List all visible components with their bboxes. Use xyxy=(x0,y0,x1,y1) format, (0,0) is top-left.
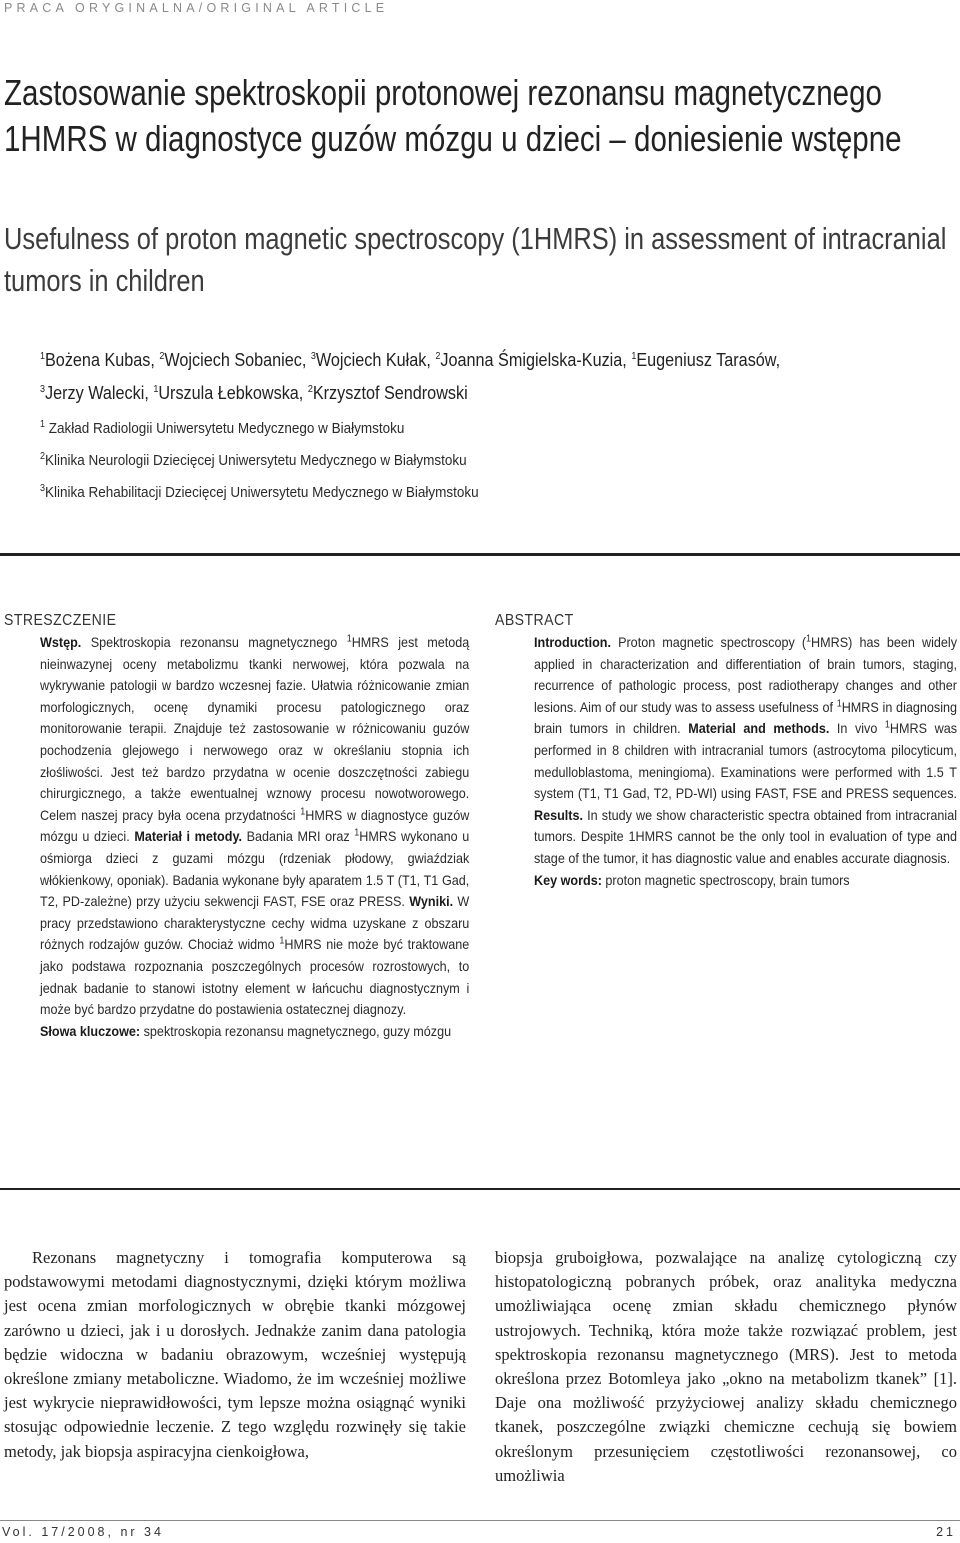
author-list xyxy=(40,344,960,410)
abstract-divider xyxy=(0,1188,960,1190)
body-column-left: Rezonans magnetyczny i tomografia komputerowa są podstawowymi metodami diagnostycznymi, dzięki którym możliwa jest ocena zmian morfologicznych w obrębie tkanki mózgowej zarówno u dzieci, jak i u dorosłych. Jednakże zanim dana patologia będzie widoczna w badaniu obrazowym, wcześniej występują określone zmiany metaboliczne. Wiadomo, że im wcześniej możliwe jest wykrycie nieprawidłowości, tym lepsze można osiągnąć wyniki stosując odpowiednie leczenie. Z tego względu rozwinęły się takie metody, jak biopsja aspiracyjna cienkoigłowa, xyxy=(4,1248,466,1461)
streszczenie-heading: STRESZCZENIE xyxy=(4,612,117,629)
journal-volume: Vol. 17/2008, nr 34 xyxy=(2,1525,164,1539)
author: $^1$Urszula Łebkowska, xyxy=(153,383,304,403)
author: $^3$Wojciech Kułak, xyxy=(310,350,431,370)
affiliation: $^1$ Zakład Radiologii Uniwersytetu Medycznego w Białymstoku xyxy=(40,419,405,437)
title-polish-line-2: 1HMRS w diagnostyce guzów mózgu u dzieci – doniesienie wstępne xyxy=(4,118,902,159)
affiliation: $^2$Klinika Neurologii Dziecięcej Uniwersytetu Medycznego w Białymstoku xyxy=(40,451,467,469)
author: $^2$Krzysztof Sendrowski xyxy=(307,383,468,403)
keywords-label: Słowa kluczowe: xyxy=(40,1022,141,1039)
page-number: 21 xyxy=(936,1525,956,1539)
title-english-line-1: Usefulness of proton magnetic spectroscopy (1HMRS) in assessment of intracranial xyxy=(4,221,947,256)
body-column-right: biopsja gruboigłowa, pozwalające na analizę cytologiczną czy histopatologiczną pobranych próbek, oraz analityka medyczna umożliwiająca ocenę zmian składu chemicznego płynów ustrojowych. Techniką, która może także rozwiązać problem, jest spektroskopia rezonansu magnetycznego (MRS). Jest to metoda określona przez Botomleya jako „okno na metabolizm tkanek” [1]. Daje ona możliwość przyżyciowej analizy składu chemicznego tkanek, poszczególne związki chemiczne cechują się bowiem określonym przesunięciem częstotliwości rezonansowej, co umożliwia xyxy=(495,1248,957,1485)
title-polish-line-1: Zastosowanie spektroskopii protonowej rezonansu magnetycznego xyxy=(4,72,882,113)
key-words: proton magnetic spectroscopy, brain tumors xyxy=(601,871,850,888)
title-english xyxy=(4,218,955,302)
affiliation: $^3$Klinika Rehabilitacji Dziecięcej Uniwersytetu Medycznego w Białymstoku xyxy=(40,483,479,501)
header-divider xyxy=(0,553,960,556)
author: $^3$Jerzy Walecki, xyxy=(40,383,149,403)
keywords: spektroskopia rezonansu magnetycznego, guzy mózgu xyxy=(140,1022,452,1039)
abstract-text: Introduction. Proton magnetic spectroscopy ($^1$HMRS) has been widely applied in characterization and differentiation of brain tumors, staging, recurrence of pathologic process, post radiotherapy changes and other lesions. Aim of our study was to assess usefulness of $^1$HMRS in diagnosing brain tumors in children. Material and methods. In vivo $^1$HMRS was performed in 8 children with intracranial tumors (astrocytoma pilocyticum, medulloblastoma, meningioma). Examinations were performed with 1.5 T system (T1, T1 Gad, T2, PD-WI) using FAST, FSE and PRESS sequences. Results. In study we show characteristic spectra obtained from intracranial tumors. Despite 1HMRS cannot be the only tool in evaluation of type and stage of the tumor, it has diagnostic value and enables accurate diagnosis. Key words: proton magnetic spectroscopy, brain tumors xyxy=(534,633,958,888)
section-label: PRACA ORYGINALNA/ORIGINAL ARTICLE xyxy=(4,1,389,15)
streszczenie-text: Wstęp. Spektroskopia rezonansu magnetycznego $^1$HMRS jest metodą nieinwazynej oceny metabolizmu tkanki nerwowej, która pozwala na wykrywanie patologii w bardzo wczesnej fazie. Ułatwia różnicowanie zmian morfologicznych, ocenę dynamiki procesu patologicznego oraz monitorowanie terapii. Znajduje też zastosowanie w różnicowaniu guzów pochodzenia glejowego i nerwowego oraz w określaniu stopnia ich złośliwości. Jest też bardzo przydatna w ocenie doszczętności zabiegu chirurgicznego, a także ewentualnej wznowy procesu nowotworowego. Celem naszej pracy była ocena przydatności $^1$HMRS w diagnostyce guzów mózgu u dzieci. Materiał i metody. Badania MRI oraz $^1$HMRS wykonano u ośmiorga dzieci z guzami mózgu (rdzeniak płodowy, gwiaździak włókienkowy, oponiak). Badania wykonane były aparatem 1.5 T (T1, T1 Gad, T2, PD-zależne) przy użyciu sekwencji FAST, FSE oraz PRESS. Wyniki. W pracy przedstawiono charakterystyczne cechy widma uzyskane z obszaru różnych rodzajów guzów. Chociaż widmo $^1$HMRS nie może być traktowane jako podstawa rozpoznania poszczególnych procesów rozrostowych, to jednak badanie to stanowi istotny element w łańcuchu diagnostycznym i może być bardzo przydatne do postawienia ostatecznej diagnozy. Słowa kluczowe: spektroskopia rezonansu magnetycznego, guzy mózgu xyxy=(40,633,470,1039)
author: $^2$Joanna Śmigielska-Kuzia, xyxy=(435,350,627,370)
author: $^2$Wojciech Sobaniec, xyxy=(159,350,307,370)
footer-divider xyxy=(0,1520,960,1521)
key-words-label: Key words: xyxy=(534,871,602,888)
author: $^1$Eugeniusz Tarasów, xyxy=(631,350,781,370)
abstract-heading: ABSTRACT xyxy=(495,612,574,629)
title-polish xyxy=(4,70,955,162)
author: $^1$Bożena Kubas, xyxy=(40,350,155,370)
title-english-line-2: tumors in children xyxy=(4,263,205,298)
